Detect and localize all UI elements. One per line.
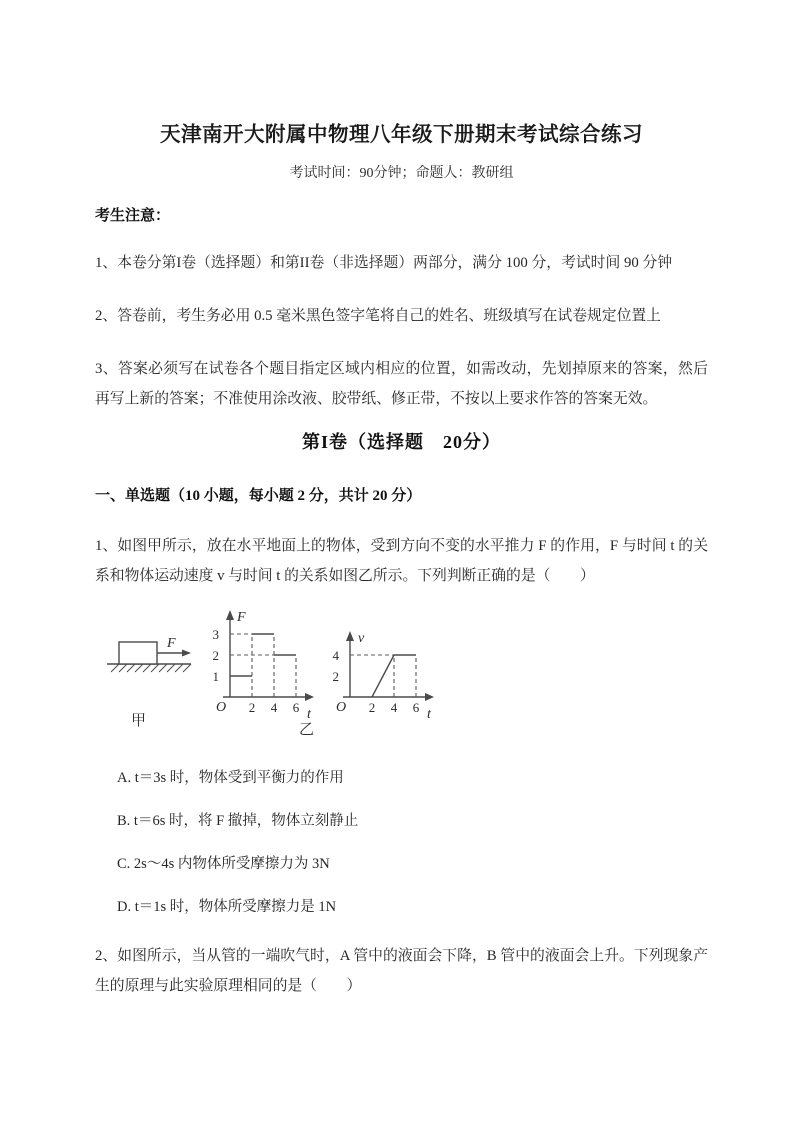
question-1-text: 1、如图甲所示，放在水平地面上的物体，受到方向不变的水平推力 F 的作用，F 与时间 t 的关系和物体运动速度 v 与时间 t 的关系如图乙所示。下列判断正确的是（ ） [95, 538, 708, 584]
question-1-options [95, 769, 708, 917]
vt-xtick-6: 6 [412, 700, 420, 715]
block-on-ground-diagram [105, 607, 193, 737]
ft-xtick-6: 6 [292, 700, 300, 715]
vt-origin: O [336, 700, 347, 715]
notice-item-3: 3、答案必须写在试卷各个题目指定区域内相应的位置，如需改动，先划掉原来的答案，然后再写上新的答案；不准使用涂改液、胶带纸、修正带，不按以上要求作答的答案无效。 [95, 361, 708, 407]
ft-gridlines-dashed [230, 634, 296, 697]
ft-y-arrowhead-icon [226, 610, 234, 620]
option-d: D. t＝1s 时，物体所受摩擦力是 1N [117, 899, 337, 915]
block-object [119, 642, 157, 664]
vt-xlabel: t [427, 707, 431, 722]
force-arrowhead-icon [182, 650, 191, 657]
ft-xtick-4: 4 [270, 700, 278, 715]
ft-xtick-2: 2 [248, 700, 256, 715]
force-label: F [167, 636, 176, 651]
ft-x-arrowhead-icon [305, 693, 314, 701]
ft-ytick-3: 3 [212, 627, 219, 642]
notice-item-1: 1、本卷分第I卷（选择题）和第II卷（非选择题）两部分，满分 100 分，考试时间 90 分钟 [95, 255, 673, 271]
section-heading: 第I卷（选择题 20分） [301, 432, 501, 452]
vt-xtick-4: 4 [390, 700, 398, 715]
vt-xtick-2: 2 [368, 700, 376, 715]
notice-heading: 考生注意： [95, 208, 171, 224]
figure-label-jia: 甲 [131, 713, 147, 729]
figure-label-yi: 乙 [299, 722, 315, 737]
ft-ylabel: F [237, 610, 246, 625]
option-b: B. t＝6s 时，将 F 撤掉，物体立刻静止 [117, 813, 359, 829]
option-c: C. 2s～4s 内物体所受摩擦力为 3N [117, 856, 330, 872]
question-1-figure [105, 607, 708, 737]
page-title: 天津南开大附属中物理八年级下册期末考试综合练习 [160, 124, 643, 146]
vt-ytick-2: 2 [332, 669, 339, 684]
subsection-heading: 一、单选题（10 小题，每小题 2 分，共计 20 分） [95, 488, 422, 504]
vt-x-arrowhead-icon [425, 693, 434, 701]
ft-ytick-2: 2 [212, 648, 219, 663]
vt-y-arrowhead-icon [346, 631, 354, 641]
ground-hatching [111, 664, 191, 672]
velocity-time-graph [325, 607, 437, 737]
ft-origin: O [216, 700, 227, 715]
question-2-text: 2、如图所示，当从管的一端吹气时，A 管中的液面会下降，B 管中的液面会上升。下列现象产生的原理与此实验原理相同的是（ ） [95, 948, 708, 994]
ft-xlabel: t [307, 707, 311, 722]
force-time-graph [205, 607, 317, 737]
option-a: A. t＝3s 时，物体受到平衡力的作用 [117, 770, 344, 786]
vt-ylabel: v [358, 631, 365, 646]
exam-meta: 考试时间：90分钟；命题人：教研组 [289, 166, 514, 181]
vt-ytick-4: 4 [332, 648, 339, 663]
ft-ytick-1: 1 [212, 669, 219, 684]
notice-item-2: 2、答卷前，考生务必用 0.5 毫米黑色签字笔将自己的姓名、班级填写在试卷规定位置上 [95, 308, 661, 324]
